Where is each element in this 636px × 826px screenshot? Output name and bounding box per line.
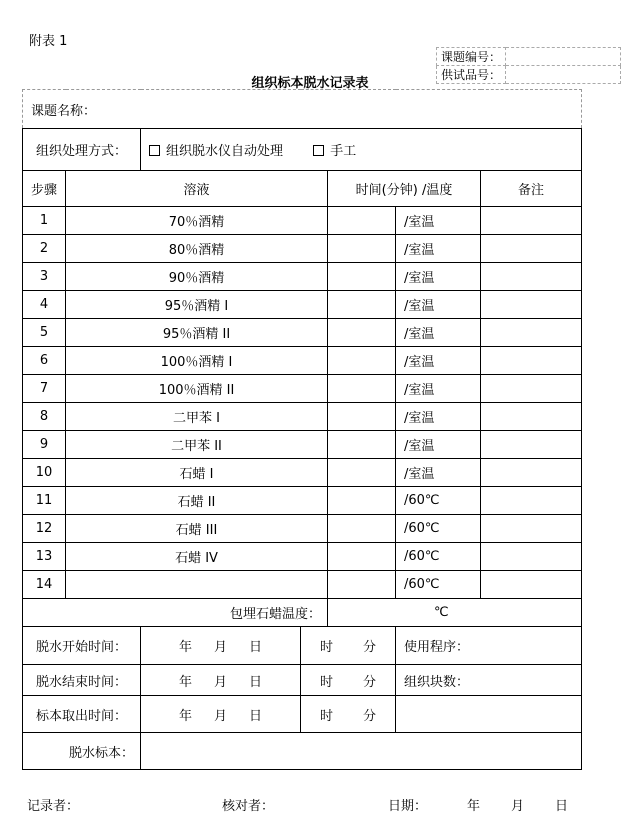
temp-value: /室温 (396, 375, 481, 403)
header-remark: 备注 (481, 171, 582, 207)
dehydrated-specimen-label: 脱水标本： (23, 733, 141, 770)
solution-name: 90％酒精 (66, 263, 328, 291)
checker-label: 核对者： (222, 799, 275, 814)
step-number: 4 (23, 291, 66, 319)
table-row (23, 487, 582, 515)
year-unit: 年 (178, 708, 192, 724)
date-label: 日期： (388, 799, 428, 814)
temp-value: /室温 (396, 263, 481, 291)
remark-field[interactable] (481, 263, 582, 291)
remark-field[interactable] (481, 543, 582, 571)
solution-name: 70％酒精 (66, 207, 328, 235)
table-row (23, 291, 582, 319)
year-unit: 年 (178, 640, 192, 655)
solution-name: 二甲苯 I (66, 403, 328, 431)
minute-unit: 分 (363, 708, 377, 724)
time-field[interactable] (328, 403, 396, 431)
end-time-label: 脱水结束时间： (23, 665, 141, 696)
table-row (23, 319, 582, 347)
remark-field[interactable] (481, 403, 582, 431)
step-number: 6 (23, 347, 66, 375)
month-unit: 月 (213, 640, 227, 655)
remark-field[interactable] (481, 207, 582, 235)
footer-day-unit: 日 (555, 799, 569, 814)
time-field[interactable] (328, 459, 396, 487)
month-unit: 月 (213, 708, 227, 724)
block-count-label: 组织块数： (404, 674, 470, 690)
solution-name: 95％酒精 II (66, 319, 328, 347)
time-field[interactable] (328, 543, 396, 571)
time-field[interactable] (328, 431, 396, 459)
temp-value: /60℃ (396, 487, 481, 515)
time-field[interactable] (328, 347, 396, 375)
day-unit: 日 (249, 640, 263, 655)
manual-process-option-label: 手工 (330, 144, 357, 159)
time-field[interactable] (328, 291, 396, 319)
solution-name: 石蜡 III (66, 515, 328, 543)
time-field[interactable] (328, 319, 396, 347)
temp-value: /室温 (396, 459, 481, 487)
solution-name: 100％酒精 I (66, 347, 328, 375)
hour-unit: 时 (319, 640, 333, 655)
table-row (23, 459, 582, 487)
start-hm-field[interactable] (301, 627, 396, 665)
step-number: 9 (23, 431, 66, 459)
solution-name: 石蜡 I (66, 459, 328, 487)
remark-field[interactable] (481, 487, 582, 515)
embed-temp-unit: ℃ (434, 605, 449, 620)
temp-value: /室温 (396, 207, 481, 235)
time-field[interactable] (328, 207, 396, 235)
temp-value: /室温 (396, 319, 481, 347)
remark-field[interactable] (481, 291, 582, 319)
table-row (23, 543, 582, 571)
removal-extra-field[interactable] (396, 696, 582, 733)
table-row (23, 403, 582, 431)
remark-field[interactable] (481, 571, 582, 599)
minute-unit: 分 (363, 674, 377, 690)
start-date-field[interactable] (141, 627, 301, 665)
header-step: 步骤 (23, 171, 66, 207)
step-number: 1 (23, 207, 66, 235)
recorder-label: 记录者： (27, 799, 80, 814)
program-label: 使用程序： (404, 640, 470, 655)
sample-no-label: 供试品号： (437, 66, 506, 84)
remark-field[interactable] (481, 459, 582, 487)
temp-value: /室温 (396, 431, 481, 459)
dehydration-record-table (22, 89, 582, 770)
page-title: 组织标本脱水记录表 (251, 76, 369, 91)
temp-value: /60℃ (396, 543, 481, 571)
auto-process-option-label: 组织脱水仪自动处理 (166, 144, 284, 159)
temp-value: /室温 (396, 235, 481, 263)
solution-name: 80％酒精 (66, 235, 328, 263)
hour-unit: 时 (319, 708, 333, 724)
removal-time-label: 标本取出时间： (23, 696, 141, 733)
project-name-cell[interactable] (23, 90, 582, 129)
step-number: 8 (23, 403, 66, 431)
step-number: 5 (23, 319, 66, 347)
step-number: 13 (23, 543, 66, 571)
table-row (23, 431, 582, 459)
temp-value: /室温 (396, 291, 481, 319)
time-field[interactable] (328, 571, 396, 599)
remark-field[interactable] (481, 431, 582, 459)
program-cell[interactable] (396, 627, 582, 665)
footer-month-unit: 月 (511, 799, 525, 814)
temp-value: /60℃ (396, 571, 481, 599)
embed-temp-label: 包埋石蜡温度： (23, 599, 328, 627)
step-number: 7 (23, 375, 66, 403)
temp-value: /室温 (396, 403, 481, 431)
step-number: 2 (23, 235, 66, 263)
year-unit: 年 (178, 674, 192, 690)
solution-name: 100％酒精 II (66, 375, 328, 403)
solution-name: 二甲苯 II (66, 431, 328, 459)
embed-temp-field[interactable] (328, 599, 582, 627)
solution-name: 95％酒精 I (66, 291, 328, 319)
time-field[interactable] (328, 235, 396, 263)
step-number: 3 (23, 263, 66, 291)
header-solution: 溶液 (66, 171, 328, 207)
step-number: 10 (23, 459, 66, 487)
footer-year-unit: 年 (467, 799, 481, 814)
step-number: 14 (23, 571, 66, 599)
header-time-temp: 时间(分钟) /温度 (328, 171, 481, 207)
project-no-label: 课题编号： (437, 48, 506, 66)
remark-field[interactable] (481, 515, 582, 543)
table-row (23, 347, 582, 375)
project-no-field[interactable] (506, 48, 621, 66)
manual-process-checkbox[interactable] (313, 145, 324, 156)
block-count-cell[interactable] (396, 665, 582, 696)
end-hm-field[interactable] (301, 665, 396, 696)
end-date-field[interactable] (141, 665, 301, 696)
time-field[interactable] (328, 515, 396, 543)
minute-unit: 分 (363, 640, 377, 655)
solution-name: 石蜡 IV (66, 543, 328, 571)
remark-field[interactable] (481, 235, 582, 263)
appendix-label: 附表 1 (29, 34, 68, 49)
table-row (23, 375, 582, 403)
table-row (23, 571, 582, 599)
processing-options (141, 129, 582, 171)
solution-name: 石蜡 II (66, 487, 328, 515)
temp-value: /室温 (396, 347, 481, 375)
table-row (23, 263, 582, 291)
removal-hm-field[interactable] (301, 696, 396, 733)
time-field[interactable] (328, 375, 396, 403)
step-number: 12 (23, 515, 66, 543)
remark-field[interactable] (481, 375, 582, 403)
temp-value: /60℃ (396, 515, 481, 543)
step-number: 11 (23, 487, 66, 515)
removal-date-field[interactable] (141, 696, 301, 733)
remark-field[interactable] (481, 347, 582, 375)
time-field[interactable] (328, 487, 396, 515)
table-row (23, 235, 582, 263)
processing-method-label: 组织处理方式： (23, 129, 141, 171)
time-field[interactable] (328, 263, 396, 291)
auto-process-checkbox[interactable] (149, 145, 160, 156)
solution-name (66, 571, 328, 599)
remark-field[interactable] (481, 319, 582, 347)
hour-unit: 时 (319, 674, 333, 690)
start-time-label: 脱水开始时间： (23, 627, 141, 665)
table-row (23, 207, 582, 235)
dehydrated-specimen-field[interactable] (141, 733, 582, 770)
day-unit: 日 (249, 708, 263, 724)
day-unit: 日 (249, 674, 263, 690)
month-unit: 月 (213, 674, 227, 690)
project-name-label: 课题名称： (31, 103, 97, 119)
table-row (23, 515, 582, 543)
